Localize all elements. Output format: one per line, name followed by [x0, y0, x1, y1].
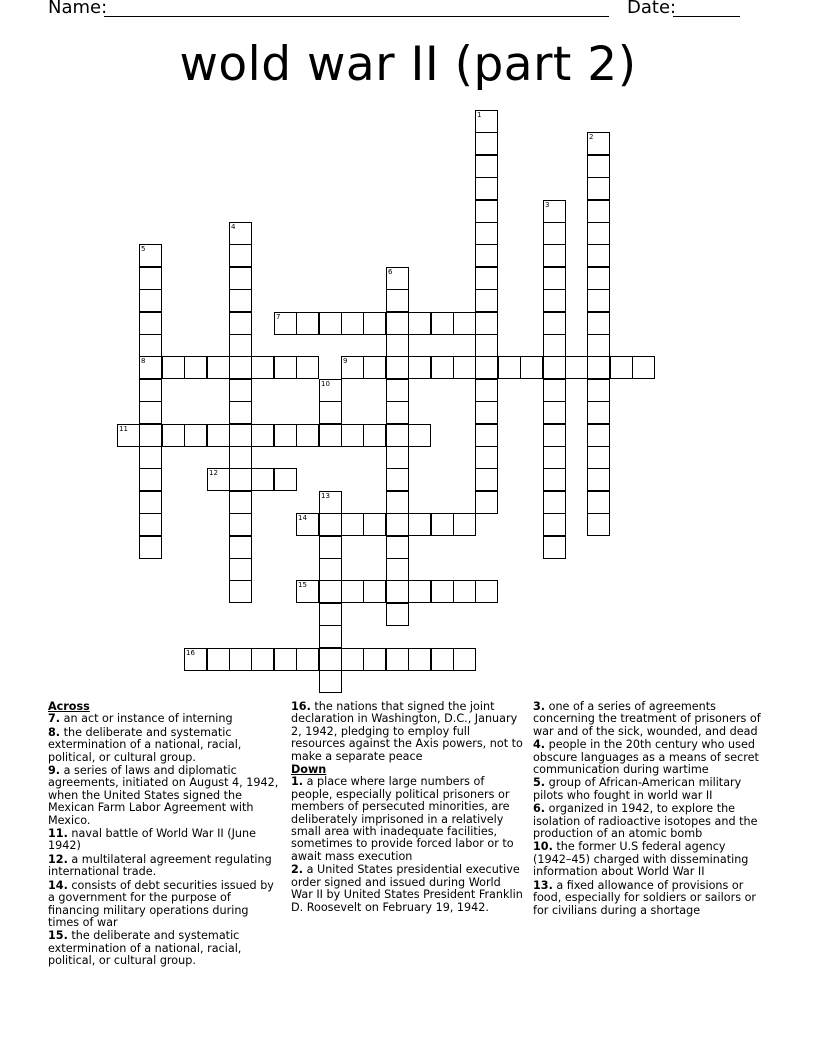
clue-number-16: 16: [186, 649, 195, 657]
grid-cell[interactable]: [475, 379, 498, 402]
grid-cell[interactable]: [386, 289, 409, 312]
clue-down-13: 13. a fixed allowance of provisions or food, especially for soldiers or sailors or for civilians during a shortage: [533, 878, 757, 917]
grid-cell[interactable]: [207, 356, 230, 379]
grid-cell[interactable]: [475, 267, 498, 290]
grid-cell[interactable]: [475, 244, 498, 267]
grid-cell[interactable]: [475, 424, 498, 447]
grid-cell[interactable]: [229, 536, 252, 559]
clue-number-5: 5: [141, 245, 146, 253]
clues-column-3: [533, 701, 765, 918]
grid-cell[interactable]: [274, 468, 297, 491]
clues-column-1: [48, 701, 280, 969]
clue-number-11: 11: [119, 425, 128, 433]
grid-cell[interactable]: [229, 401, 252, 424]
grid-cell[interactable]: [207, 648, 230, 671]
grid-cell[interactable]: [475, 491, 498, 514]
grid-cell[interactable]: [587, 244, 610, 267]
grid-cell[interactable]: [587, 177, 610, 200]
grid-cell[interactable]: [229, 580, 252, 603]
grid-cell[interactable]: [386, 603, 409, 626]
clue-across-11: 11. naval battle of World War II (June 1942): [48, 827, 256, 853]
grid-cell[interactable]: [587, 424, 610, 447]
grid-cell[interactable]: [543, 356, 566, 379]
grid-cell[interactable]: [274, 312, 297, 335]
grid-cell[interactable]: [139, 244, 162, 267]
grid-cell[interactable]: [386, 580, 409, 603]
clue-number-1: 1: [477, 111, 482, 119]
grid-cell[interactable]: [207, 424, 230, 447]
clue-number-2: 2: [589, 133, 594, 141]
grid-cell[interactable]: [543, 267, 566, 290]
grid-cell[interactable]: [274, 356, 297, 379]
grid-cell[interactable]: [408, 312, 431, 335]
clue-down-2: 2. a United States presidential executive order signed and issued during World War II by United States President Franklin D. Roosevelt on February 19, 1942.: [291, 863, 523, 914]
grid-cell[interactable]: [408, 356, 431, 379]
grid-cell[interactable]: [184, 356, 207, 379]
grid-cell[interactable]: [453, 356, 476, 379]
grid-cell[interactable]: [363, 580, 386, 603]
grid-cell[interactable]: [319, 536, 342, 559]
clue-number-3: 3: [545, 201, 550, 209]
grid-cell[interactable]: [363, 356, 386, 379]
grid-cell[interactable]: [363, 648, 386, 671]
grid-cell[interactable]: [139, 289, 162, 312]
grid-cell[interactable]: [229, 244, 252, 267]
grid-cell[interactable]: [386, 267, 409, 290]
clue-across-12: 12. a multilateral agreement regulating international trade.: [48, 852, 272, 879]
grid-cell[interactable]: [587, 289, 610, 312]
grid-cell[interactable]: [475, 132, 498, 155]
grid-cell[interactable]: [229, 379, 252, 402]
grid-cell[interactable]: [587, 132, 610, 155]
grid-cell[interactable]: [475, 200, 498, 223]
grid-cell[interactable]: [475, 110, 498, 133]
grid-cell[interactable]: [229, 222, 252, 245]
grid-cell[interactable]: [139, 379, 162, 402]
grid-cell[interactable]: [475, 468, 498, 491]
grid-cell[interactable]: [386, 513, 409, 536]
grid-cell[interactable]: [475, 334, 498, 357]
clue-number-4: 4: [231, 223, 236, 231]
grid-cell[interactable]: [386, 446, 409, 469]
grid-cell[interactable]: [431, 580, 454, 603]
clue-across-7: 7. an act or instance of interning: [48, 712, 233, 726]
grid-cell[interactable]: [341, 356, 364, 379]
grid-cell[interactable]: [543, 446, 566, 469]
grid-cell[interactable]: [139, 356, 162, 379]
grid-cell[interactable]: [139, 491, 162, 514]
clue-number-15: 15: [298, 581, 307, 589]
grid-cell[interactable]: [296, 424, 319, 447]
grid-cell[interactable]: [251, 424, 274, 447]
date-label: Date:: [627, 0, 677, 18]
grid-cell[interactable]: [475, 177, 498, 200]
across-heading: Across: [48, 700, 90, 713]
grid-cell[interactable]: [587, 312, 610, 335]
grid-cell[interactable]: [386, 468, 409, 491]
grid-cell[interactable]: [610, 356, 633, 379]
grid-cell[interactable]: [229, 446, 252, 469]
clue-number-10: 10: [321, 380, 330, 388]
grid-cell[interactable]: [139, 468, 162, 491]
clue-down-4: 4. people in the 20th century who used obscure languages as a means of secret communication during wartime: [533, 738, 759, 777]
grid-cell[interactable]: [475, 401, 498, 424]
grid-cell[interactable]: [543, 536, 566, 559]
clue-down-5: 5. group of African-American military pilots who fought in world war II: [533, 776, 742, 802]
grid-cell[interactable]: [408, 580, 431, 603]
grid-cell[interactable]: [386, 401, 409, 424]
grid-cell[interactable]: [475, 446, 498, 469]
grid-cell[interactable]: [543, 222, 566, 245]
grid-cell[interactable]: [587, 267, 610, 290]
grid-cell[interactable]: [363, 424, 386, 447]
grid-cell[interactable]: [184, 424, 207, 447]
grid-cell[interactable]: [543, 491, 566, 514]
grid-cell[interactable]: [319, 424, 342, 447]
grid-cell[interactable]: [587, 446, 610, 469]
clue-number-14: 14: [298, 514, 307, 522]
grid-cell[interactable]: [543, 468, 566, 491]
grid-cell[interactable]: [229, 491, 252, 514]
grid-cell[interactable]: [139, 536, 162, 559]
grid-cell[interactable]: [229, 334, 252, 357]
grid-cell[interactable]: [341, 648, 364, 671]
grid-cell[interactable]: [475, 356, 498, 379]
grid-cell[interactable]: [453, 312, 476, 335]
grid-cell[interactable]: [498, 356, 521, 379]
grid-cell[interactable]: [162, 424, 185, 447]
grid-cell[interactable]: [296, 312, 319, 335]
grid-cell[interactable]: [543, 312, 566, 335]
grid-cell[interactable]: [319, 558, 342, 581]
grid-cell[interactable]: [139, 424, 162, 447]
grid-cell[interactable]: [229, 356, 252, 379]
grid-cell[interactable]: [296, 356, 319, 379]
grid-cell[interactable]: [565, 356, 588, 379]
grid-cell[interactable]: [543, 513, 566, 536]
grid-cell[interactable]: [587, 200, 610, 223]
grid-cell[interactable]: [386, 424, 409, 447]
grid-cell[interactable]: [543, 379, 566, 402]
down-heading: Down: [291, 763, 327, 777]
grid-cell[interactable]: [363, 513, 386, 536]
grid-cell[interactable]: [229, 513, 252, 536]
grid-cell[interactable]: [543, 200, 566, 223]
grid-cell[interactable]: [229, 558, 252, 581]
grid-cell[interactable]: [431, 312, 454, 335]
grid-cell[interactable]: [453, 580, 476, 603]
clue-across-9: 9. a series of laws and diplomatic agreements, initiated on August 4, 1942, when the United States signed the Mexican Farm Labor Agreement with Mexico.: [48, 764, 279, 827]
grid-cell[interactable]: [319, 670, 342, 693]
clue-number-9: 9: [343, 357, 348, 365]
grid-cell[interactable]: [587, 356, 610, 379]
grid-cell[interactable]: [207, 468, 230, 491]
clue-down-10: 10. the former U.S federal agency (1942–45) charged with disseminating information about World War II: [533, 840, 749, 879]
clue-across-8: 8. the deliberate and systematic extermination of a national, racial, political, or cultural group.: [48, 725, 242, 764]
grid-cell[interactable]: [139, 446, 162, 469]
grid-cell[interactable]: [341, 424, 364, 447]
grid-cell[interactable]: [408, 513, 431, 536]
grid-cell[interactable]: [229, 267, 252, 290]
grid-cell[interactable]: [587, 491, 610, 514]
grid-cell[interactable]: [543, 424, 566, 447]
grid-cell[interactable]: [632, 356, 655, 379]
clue-across-15: 15. the deliberate and systematic extermination of a national, racial, political, or cultural group.: [48, 929, 242, 968]
grid-cell[interactable]: [229, 468, 252, 491]
grid-cell[interactable]: [543, 334, 566, 357]
grid-cell[interactable]: [139, 401, 162, 424]
grid-cell[interactable]: [229, 289, 252, 312]
clue-across-16: 16. the nations that signed the joint declaration in Washington, D.C., January 2, 1942, pledging to employ full resources against the Axis powers, not to make a separate peace: [291, 700, 523, 763]
grid-cell[interactable]: [587, 401, 610, 424]
grid-cell[interactable]: [296, 580, 319, 603]
grid-cell[interactable]: [386, 312, 409, 335]
grid-cell[interactable]: [229, 648, 252, 671]
grid-cell[interactable]: [319, 312, 342, 335]
grid-cell[interactable]: [229, 424, 252, 447]
clue-number-7: 7: [276, 313, 281, 321]
grid-cell[interactable]: [386, 536, 409, 559]
clue-number-6: 6: [388, 268, 393, 276]
grid-cell[interactable]: [319, 648, 342, 671]
grid-cell[interactable]: [453, 648, 476, 671]
grid-cell[interactable]: [475, 289, 498, 312]
grid-cell[interactable]: [319, 513, 342, 536]
grid-cell[interactable]: [184, 648, 207, 671]
grid-cell[interactable]: [319, 401, 342, 424]
clues-column-2: [291, 701, 523, 915]
grid-cell[interactable]: [319, 580, 342, 603]
grid-cell[interactable]: [386, 334, 409, 357]
grid-cell[interactable]: [587, 379, 610, 402]
grid-cell[interactable]: [543, 289, 566, 312]
grid-cell[interactable]: [274, 424, 297, 447]
grid-cell[interactable]: [139, 513, 162, 536]
clue-number-8: 8: [141, 357, 146, 365]
grid-cell[interactable]: [319, 491, 342, 514]
grid-cell[interactable]: [229, 312, 252, 335]
grid-cell[interactable]: [475, 222, 498, 245]
grid-cell[interactable]: [587, 468, 610, 491]
grid-cell[interactable]: [453, 513, 476, 536]
grid-cell[interactable]: [341, 580, 364, 603]
grid-cell[interactable]: [587, 155, 610, 178]
clue-down-1: 1. a place where large numbers of people, especially political prisoners or members of persecuted minorities, are deliberately imprisoned in a relatively small area with inadequate facilities, sometimes to provide forced labor or to await mass execution: [291, 775, 514, 863]
clue-down-6: 6. organized in 1942, to explore the isolation of radioactive isotopes and the production of an atomic bomb: [533, 802, 758, 841]
page-title: wold war II (part 2): [179, 37, 637, 92]
grid-cell[interactable]: [408, 424, 431, 447]
grid-cell[interactable]: [251, 648, 274, 671]
grid-cell[interactable]: [543, 244, 566, 267]
grid-cell[interactable]: [319, 603, 342, 626]
grid-cell[interactable]: [139, 334, 162, 357]
name-label: Name:: [48, 0, 108, 18]
grid-cell[interactable]: [319, 625, 342, 648]
grid-cell[interactable]: [543, 401, 566, 424]
grid-cell[interactable]: [386, 491, 409, 514]
grid-cell[interactable]: [296, 513, 319, 536]
grid-cell[interactable]: [587, 334, 610, 357]
grid-cell[interactable]: [296, 648, 319, 671]
grid-cell[interactable]: [251, 356, 274, 379]
grid-cell[interactable]: [475, 155, 498, 178]
grid-cell[interactable]: [475, 580, 498, 603]
grid-cell[interactable]: [139, 267, 162, 290]
clue-number-13: 13: [321, 492, 330, 500]
grid-cell[interactable]: [162, 356, 185, 379]
grid-cell[interactable]: [587, 513, 610, 536]
grid-cell[interactable]: [475, 312, 498, 335]
grid-cell[interactable]: [319, 379, 342, 402]
grid-cell[interactable]: [520, 356, 543, 379]
grid-cell[interactable]: [431, 648, 454, 671]
grid-cell[interactable]: [341, 312, 364, 335]
clue-across-14: 14. consists of debt securities issued by a government for the purpose of financing military operations during times of war: [48, 878, 274, 929]
grid-cell[interactable]: [587, 222, 610, 245]
grid-cell[interactable]: [117, 424, 140, 447]
grid-cell[interactable]: [386, 558, 409, 581]
grid-cell[interactable]: [431, 513, 454, 536]
grid-cell[interactable]: [363, 312, 386, 335]
clue-down-3: 3. one of a series of agreements concerning the treatment of prisoners of war and of the sick, wounded, and dead: [533, 700, 761, 738]
grid-cell[interactable]: [431, 356, 454, 379]
clue-number-12: 12: [209, 469, 218, 477]
grid-cell[interactable]: [139, 312, 162, 335]
grid-cell[interactable]: [386, 379, 409, 402]
grid-cell[interactable]: [274, 648, 297, 671]
grid-cell[interactable]: [386, 648, 409, 671]
grid-cell[interactable]: [408, 648, 431, 671]
grid-cell[interactable]: [251, 468, 274, 491]
grid-cell[interactable]: [386, 356, 409, 379]
grid-cell[interactable]: [341, 513, 364, 536]
